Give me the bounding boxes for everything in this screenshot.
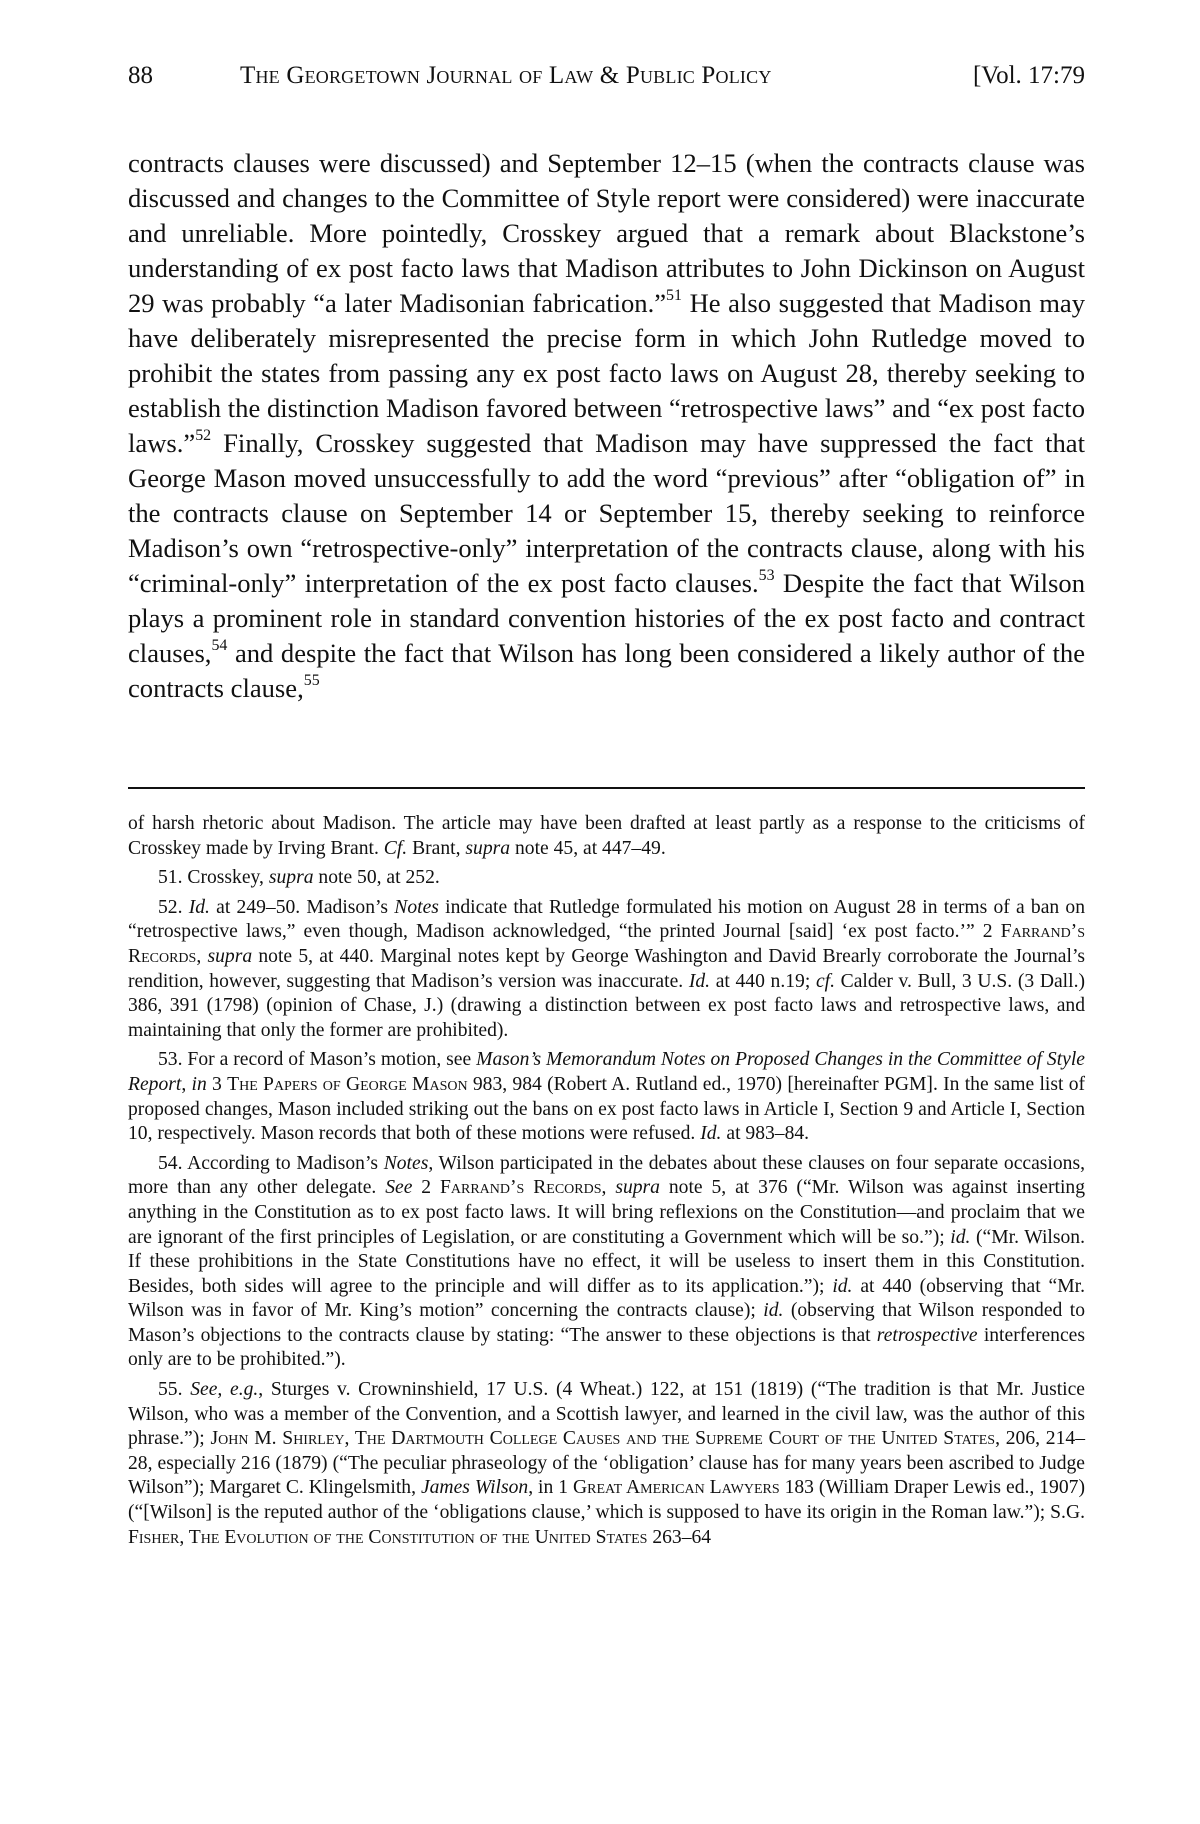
fn-italic: Notes	[394, 896, 439, 918]
fn-text: at 249–50. Madison’s	[209, 896, 395, 918]
footnote-ref-54[interactable]: 54	[211, 636, 228, 654]
text-run: Finally, Crosskey suggested that Madison may have suppressed the fact that George Mason moved unsuccessfully to add the word “previous” after “obligation of” in the contracts clause on September 14 or September 15, thereby seeking to reinforce Madison’s own “retrospective-only” interpretation of the contracts clause, along with his “criminal-only” interpretation of the ex post facto clauses.	[128, 428, 1085, 598]
fn-italic: id.	[950, 1226, 971, 1248]
fn-italic: Id.	[688, 970, 711, 992]
text-run: Despite the fact that Wilson plays a prominent role in standard convention histories of the ex post facto and contract clauses,	[128, 568, 1085, 668]
body-paragraph	[128, 146, 1085, 706]
footnote-ref-55[interactable]: 55	[303, 671, 320, 689]
fn-text: , in 1	[528, 1477, 573, 1499]
journal-title: The Georgetown Journal of Law & Public Policy	[240, 62, 772, 89]
fn-italic: retrospective	[876, 1324, 978, 1346]
main-text	[128, 146, 1085, 706]
fn-italic: id.	[763, 1300, 784, 1322]
fn-smallcaps: Fisher, The Evolution of the Constitution of the United States	[128, 1526, 648, 1548]
fn-text: ,	[196, 945, 208, 967]
fn-text: 51. Crosskey,	[158, 867, 269, 889]
fn-text: 183 (William Draper Lewis ed., 1907) (“[Wilson] is the reputed author of the ‘obligations clause,’ which is supposed to have its origin in the Roman law.”); S.G.	[128, 1477, 1085, 1524]
fn-italic: supra	[615, 1177, 660, 1199]
fn-text: 52.	[158, 896, 189, 918]
fn-italic: supra	[268, 867, 314, 889]
fn-text: 2	[412, 1177, 440, 1199]
footnote-ref-52[interactable]: 52	[195, 426, 212, 444]
fn-italic: See	[385, 1177, 413, 1199]
footnote-52	[128, 896, 1085, 1044]
volume-citation: [Vol. 17:79	[972, 62, 1085, 89]
fn-text: note 5, at 376 (“Mr. Wilson was against inserting anything in the Constitution as to ex post facto laws. It will bring reflexions on the Constitution—and proclaim that we are ignorant of the first principles of Legislation, or are constituting a Government which will be so.”);	[128, 1177, 1086, 1248]
fn-text: Calder v. Bull, 3 U.S. (3 Dall.) 386, 391 (1798) (opinion of Chase, J.) (drawing a distinction between ex post facto laws and retrospective laws, and maintaining that only the former are prohibited).	[128, 970, 1085, 1041]
fn-text: 53. For a record of Mason’s motion, see	[158, 1049, 477, 1071]
fn-italic: cf.	[815, 970, 835, 992]
fn-italic: Id.	[188, 896, 210, 918]
fn-text: note 50, at 252.	[313, 867, 440, 889]
fn-text: note 5, at 440. Marginal notes kept by George Washington and David Brearly corroborate the Journal’s rendition, however, suggesting that Madison’s version was inaccurate.	[128, 945, 1086, 992]
fn-text: , 206, 214–28, especially 216 (1879) (“The peculiar phraseology of the ‘obligation’ clause has for many years been ascribed to Judge Wilson”); Margaret C. Klingelsmith,	[128, 1428, 1085, 1499]
fn-text: (observing that Wilson responded to Mason’s objections to the contracts clause by stating: “The answer to these objections is that	[128, 1300, 1085, 1346]
footnote-51	[128, 866, 1085, 891]
fn-italic: in	[191, 1073, 207, 1095]
fn-italic: supra	[465, 837, 511, 859]
fn-italic: Cf.	[383, 837, 408, 859]
fn-text: indicate that Rutledge formulated his motion on August 28 in terms of a ban on “retrospective laws,” even though, Madison acknowledged, “the printed Journal [said] ‘ex post facto.’” 2	[128, 896, 1086, 943]
fn-italic: See, e.g.	[190, 1379, 259, 1401]
fn-italic: id.	[832, 1275, 853, 1297]
fn-italic: Mason’s Memorandum Notes on Proposed Changes in the Committee of Style Report	[128, 1049, 1085, 1095]
fn-smallcaps: Farrand’s Records	[440, 1177, 602, 1199]
fn-text: , Sturges v. Crowninshield, 17 U.S. (4 Wheat.) 122, at 151 (1819) (“The tradition is that Mr. Justice Wilson, who was a member of the Convention, and a Scottish lawyer, and learned in the civil law, was the author of this phrase.”);	[128, 1379, 1085, 1450]
footnote-divider	[128, 787, 1085, 789]
footnote-55	[128, 1378, 1085, 1550]
fn-text: ,	[181, 1073, 192, 1095]
fn-smallcaps: Farrand’s Records	[128, 921, 1085, 967]
fn-italic: Notes	[383, 1152, 429, 1174]
footnote-continued	[128, 812, 1085, 861]
fn-text: at 983–84.	[721, 1123, 810, 1145]
page-number: 88	[128, 62, 153, 89]
fn-text: 263–64	[647, 1526, 712, 1548]
footnote-53	[128, 1048, 1085, 1146]
fn-text: at 440 (observing that “Mr. Wilson was in favor of Mr. King’s motion” concerning the contracts clause);	[128, 1275, 1085, 1322]
fn-smallcaps: John M. Shirley, The Dartmouth College Causes and the Supreme Court of the United States	[210, 1428, 996, 1450]
fn-text: of harsh rhetoric about Madison. The article may have been drafted at least partly as a response to the criticisms of Crosskey made by Irving Brant.	[128, 813, 1085, 859]
fn-text: 3	[206, 1073, 228, 1095]
text-run: and despite the fact that Wilson has long been considered a likely author of the contracts clause,	[128, 638, 1085, 703]
footnotes	[128, 812, 1085, 1555]
fn-text: interferences only are to be prohibited.”).	[128, 1324, 1085, 1371]
fn-smallcaps: Great American Lawyers	[573, 1477, 780, 1499]
running-head	[128, 56, 1085, 96]
fn-text: (“Mr. Wilson. If these prohibitions in the State Constitutions have no effect, it will be useless to insert them in this Constitution. Besides, both sides will agree to the principle and will differ as to its application.”);	[128, 1226, 1085, 1297]
fn-text: , Wilson participated in the debates about these clauses on four separate occasions, more than any other delegate.	[128, 1152, 1085, 1199]
fn-text: 54. According to Madison’s	[158, 1152, 384, 1174]
footnote-ref-51[interactable]: 51	[666, 286, 682, 304]
fn-text: Brant,	[407, 837, 466, 859]
fn-italic: James Wilson	[420, 1477, 529, 1499]
fn-text: ,	[601, 1177, 616, 1199]
fn-smallcaps: The Papers of George Mason	[227, 1073, 468, 1095]
fn-text: 983, 984 (Robert A. Rutland ed., 1970) [hereinafter PGM]. In the same list of proposed changes, Mason included striking out the bans on ex post facto laws in Article I, Section 9 and Article I, Section 10, respectively. Mason records that both of these motions were refused.	[128, 1073, 1086, 1145]
fn-text: 55.	[158, 1379, 191, 1401]
fn-text: note 45, at 447–49.	[510, 837, 666, 859]
fn-italic: supra	[207, 945, 253, 967]
text-run: He also suggested that Madison may have deliberately misrepresented the precise form in which John Rutledge moved to prohibit the states from passing any ex post facto laws on August 28, thereby seeking to establish the distinction Madison favored between “retrospective laws” and “ex post facto laws.”	[128, 288, 1085, 458]
fn-text: at 440 n.19;	[710, 970, 816, 992]
footnote-54	[128, 1152, 1085, 1373]
fn-italic: Id.	[700, 1123, 722, 1145]
text-run: contracts clauses were discussed) and September 12–15 (when the contracts clause was discussed and changes to the Committee of Style report were considered) were inaccurate and unreliable. More pointedly, Crosskey argued that a remark about Blackstone’s understanding of ex post facto laws that Madison attributes to John Dickinson on August 29 was probably “a later Madisonian fabrication.”	[128, 148, 1085, 318]
footnote-ref-53[interactable]: 53	[758, 566, 775, 584]
